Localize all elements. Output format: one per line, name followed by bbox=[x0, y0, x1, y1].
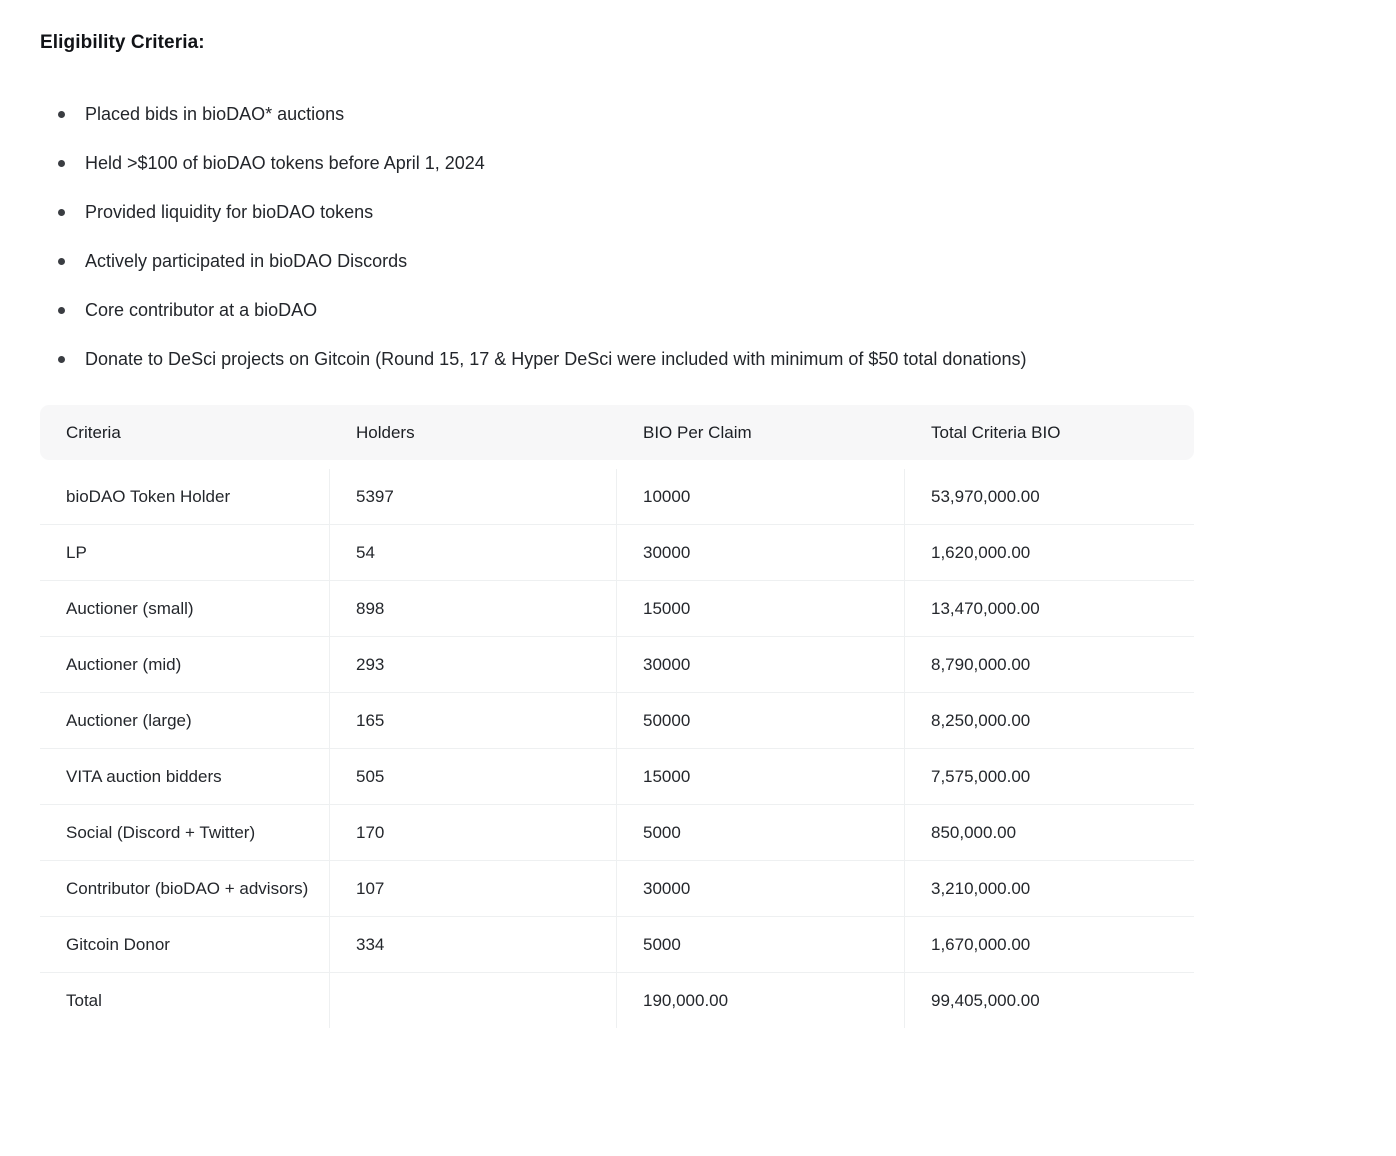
table-row-total bbox=[40, 973, 1194, 1028]
cell-bio-per-claim: 30000 bbox=[617, 525, 905, 580]
table-row bbox=[40, 469, 1194, 525]
cell-bio-per-claim: 15000 bbox=[617, 749, 905, 804]
table-row bbox=[40, 861, 1194, 917]
cell-criteria: Auctioner (large) bbox=[40, 693, 330, 748]
cell-holders: 334 bbox=[330, 917, 617, 972]
cell-holders: 5397 bbox=[330, 469, 617, 524]
table-row bbox=[40, 637, 1194, 693]
list-item: Core contributor at a bioDAO bbox=[40, 292, 1185, 328]
cell-total: 3,210,000.00 bbox=[931, 879, 1031, 898]
table-row bbox=[40, 693, 1194, 749]
cell-total: 8,250,000.00 bbox=[931, 711, 1031, 730]
cell-bio-per-claim: 15000 bbox=[617, 581, 905, 636]
cell-bio-per-claim: 5000 bbox=[617, 917, 905, 972]
eligibility-criteria-list bbox=[40, 96, 1185, 377]
cell-holders: 170 bbox=[330, 805, 617, 860]
list-item: Provided liquidity for bioDAO tokens bbox=[40, 194, 1185, 230]
list-item: Donate to DeSci projects on Gitcoin (Round 15, 17 & Hyper DeSci were included with minimum of $50 total donations) bbox=[40, 341, 1185, 377]
table-row bbox=[40, 805, 1194, 861]
table-row bbox=[40, 917, 1194, 973]
cell-bio-per-claim: 10000 bbox=[617, 469, 905, 524]
list-item: Actively participated in bioDAO Discords bbox=[40, 243, 1185, 279]
cell-criteria: Contributor (bioDAO + advisors) bbox=[40, 861, 330, 916]
cell-criteria: Gitcoin Donor bbox=[40, 917, 330, 972]
cell-total: 850,000.00 bbox=[931, 823, 1017, 842]
cell-total: 8,790,000.00 bbox=[931, 655, 1031, 674]
cell-bio-per-claim: 5000 bbox=[617, 805, 905, 860]
cell-bio-per-claim: 30000 bbox=[617, 637, 905, 692]
cell-bio-per-claim: 190,000.00 bbox=[617, 973, 905, 1028]
cell-holders bbox=[330, 973, 617, 1028]
cell-total: 53,970,000.00 bbox=[931, 487, 1040, 506]
cell-criteria: LP bbox=[40, 525, 330, 580]
cell-bio-per-claim: 50000 bbox=[617, 693, 905, 748]
cell-criteria: VITA auction bidders bbox=[40, 749, 330, 804]
list-item: Placed bids in bioDAO* auctions bbox=[40, 96, 1185, 132]
cell-criteria: bioDAO Token Holder bbox=[40, 469, 330, 524]
table-body bbox=[40, 469, 1194, 1028]
column-header-total-criteria-bio: Total Criteria BIO bbox=[931, 422, 1061, 442]
table-row bbox=[40, 749, 1194, 805]
cell-criteria: Auctioner (mid) bbox=[40, 637, 330, 692]
cell-total: 99,405,000.00 bbox=[931, 991, 1040, 1010]
cell-holders: 165 bbox=[330, 693, 617, 748]
column-header-criteria: Criteria bbox=[66, 422, 121, 442]
table-row bbox=[40, 581, 1194, 637]
list-item: Held >$100 of bioDAO tokens before April 1, 2024 bbox=[40, 145, 1185, 181]
cell-criteria: Auctioner (small) bbox=[40, 581, 330, 636]
cell-holders: 505 bbox=[330, 749, 617, 804]
cell-holders: 54 bbox=[330, 525, 617, 580]
cell-holders: 107 bbox=[330, 861, 617, 916]
cell-holders: 898 bbox=[330, 581, 617, 636]
cell-criteria: Social (Discord + Twitter) bbox=[40, 805, 330, 860]
cell-total: 1,620,000.00 bbox=[931, 543, 1031, 562]
cell-total: 13,470,000.00 bbox=[931, 599, 1040, 618]
cell-total: 7,575,000.00 bbox=[931, 767, 1031, 786]
cell-bio-per-claim: 30000 bbox=[617, 861, 905, 916]
table-header-row bbox=[40, 405, 1194, 460]
column-header-holders: Holders bbox=[356, 422, 415, 442]
criteria-table bbox=[40, 405, 1194, 1028]
column-header-bio-per-claim: BIO Per Claim bbox=[643, 422, 752, 442]
table-row bbox=[40, 525, 1194, 581]
cell-total: 1,670,000.00 bbox=[931, 935, 1031, 954]
cell-holders: 293 bbox=[330, 637, 617, 692]
page-title: Eligibility Criteria: bbox=[40, 32, 205, 53]
cell-criteria: Total bbox=[40, 973, 330, 1028]
